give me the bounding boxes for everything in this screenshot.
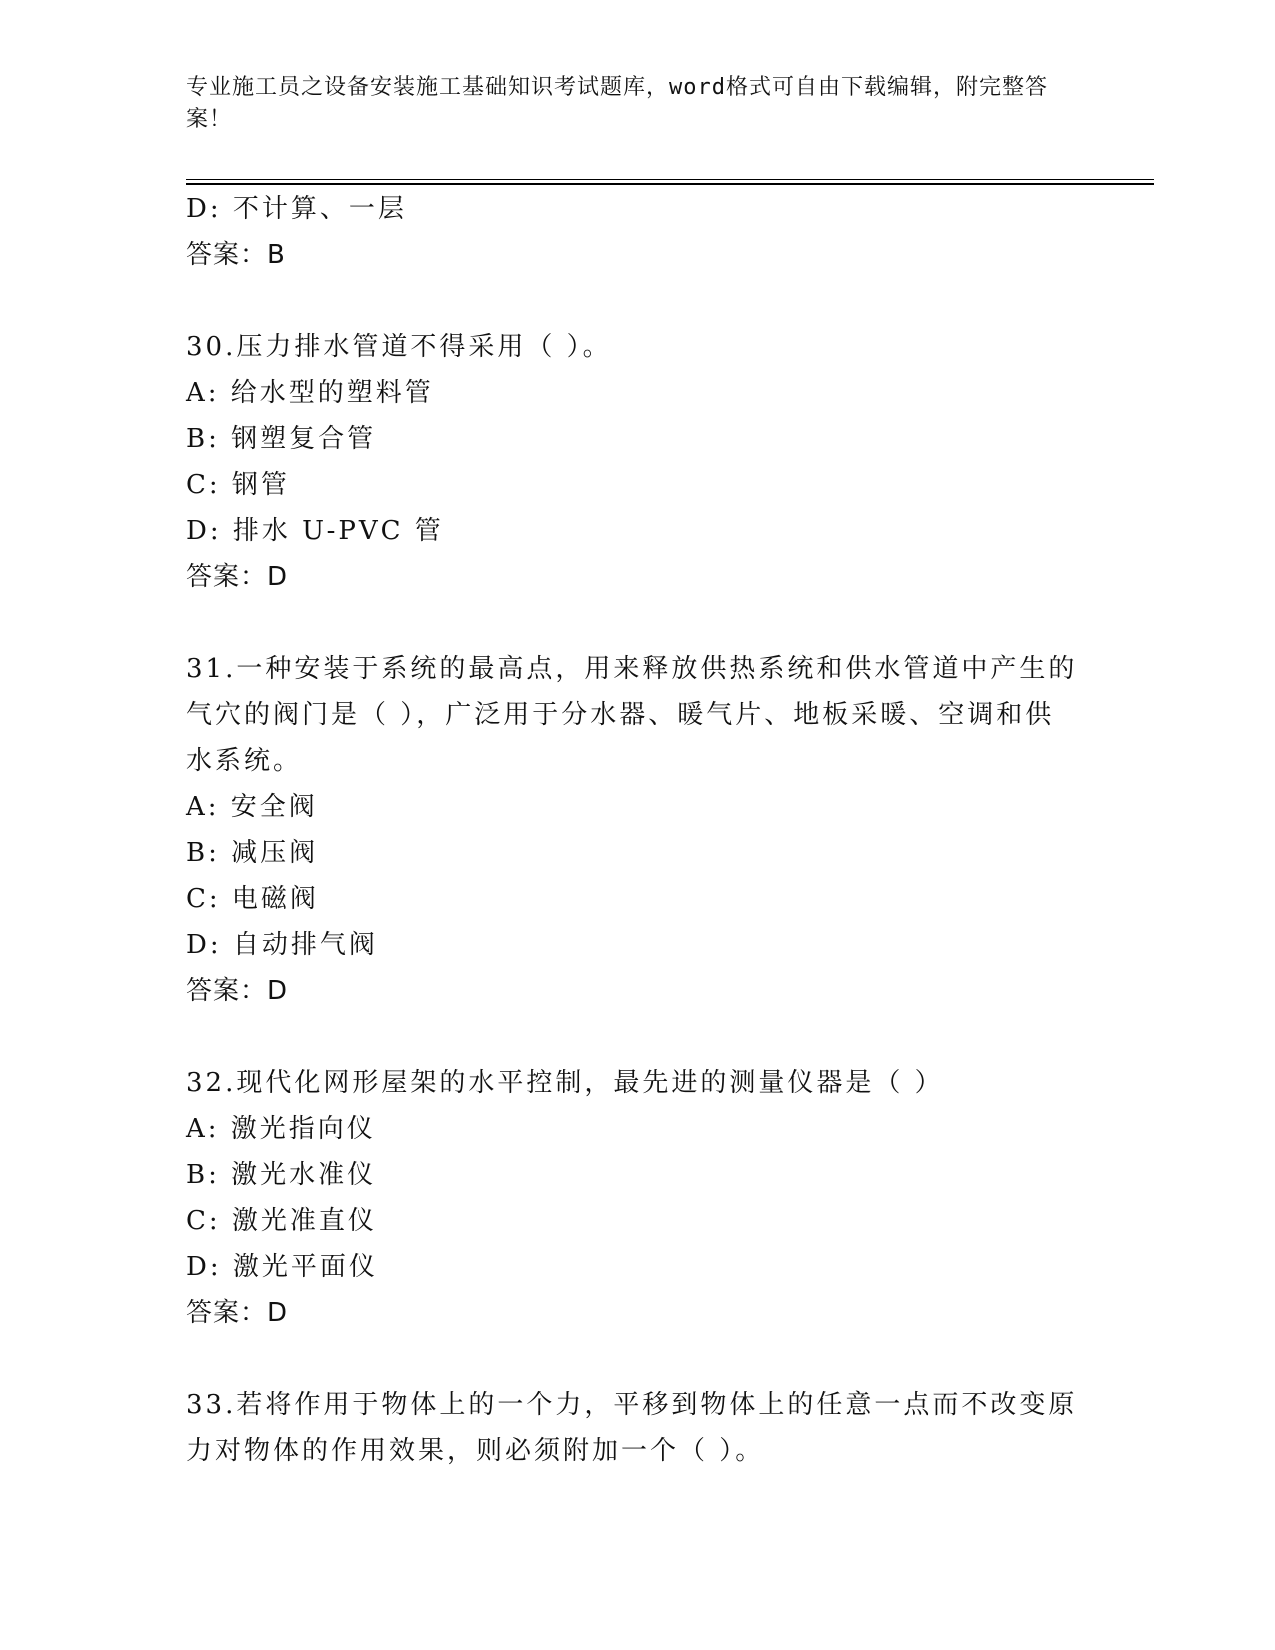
- question-31-stem-line-2: 气穴的阀门是（ ），广泛用于分水器、暖气片、地板采暖、空调和供: [186, 700, 1055, 730]
- question-30-option-c: C: 钢管: [186, 470, 290, 500]
- question-32-option-d: D: 激光平面仪: [186, 1252, 378, 1282]
- question-31-option-d: D: 自动排气阀: [186, 930, 378, 960]
- question-31-stem-line-1: 31.一种安装于系统的最高点，用来释放供热系统和供水管道中产生的: [186, 654, 1078, 684]
- question-31-answer: 答案：D: [186, 976, 289, 1006]
- question-32-option-c: C: 激光准直仪: [186, 1206, 377, 1236]
- header-rule-thick: [186, 183, 1154, 185]
- question-32-stem: 32.现代化网形屋架的水平控制，最先进的测量仪器是（ ）: [186, 1068, 944, 1098]
- spacer: [186, 1014, 1086, 1060]
- question-30-option-b: B: 钢塑复合管: [186, 424, 377, 454]
- question-30-stem: 30.压力排水管道不得采用（ ）。: [186, 332, 612, 362]
- header-rule-thin: [186, 179, 1154, 180]
- question-31-option-c: C: 电磁阀: [186, 884, 319, 914]
- document-header: 专业施工员之设备安装施工基础知识考试题库，word格式可自由下载编辑，附完整答案！: [186, 75, 1048, 132]
- lead-answer: 答案：B: [186, 240, 286, 270]
- question-31-stem-line-3: 水系统。: [186, 746, 303, 776]
- question-33-stem-line-2: 力对物体的作用效果，则必须附加一个（ ）。: [186, 1436, 765, 1466]
- lead-option-d: D: 不计算、一层: [186, 194, 407, 224]
- question-32-option-a: A: 激光指向仪: [186, 1114, 376, 1144]
- question-32-answer: 答案：D: [186, 1298, 289, 1328]
- question-30-option-d: D: 排水 U-PVC 管: [186, 516, 444, 546]
- spacer: [186, 278, 1086, 324]
- question-33-stem-line-1: 33.若将作用于物体上的一个力，平移到物体上的任意一点而不改变原: [186, 1390, 1078, 1420]
- question-32-option-b: B: 激光水准仪: [186, 1160, 377, 1190]
- spacer: [186, 600, 1086, 646]
- question-30-answer: 答案：D: [186, 562, 289, 592]
- spacer: [186, 1336, 1086, 1382]
- question-30-option-a: A: 给水型的塑料管: [186, 378, 434, 408]
- question-31-option-a: A: 安全阀: [186, 792, 318, 822]
- question-31-option-b: B: 减压阀: [186, 838, 319, 868]
- question-content: [186, 186, 1086, 1474]
